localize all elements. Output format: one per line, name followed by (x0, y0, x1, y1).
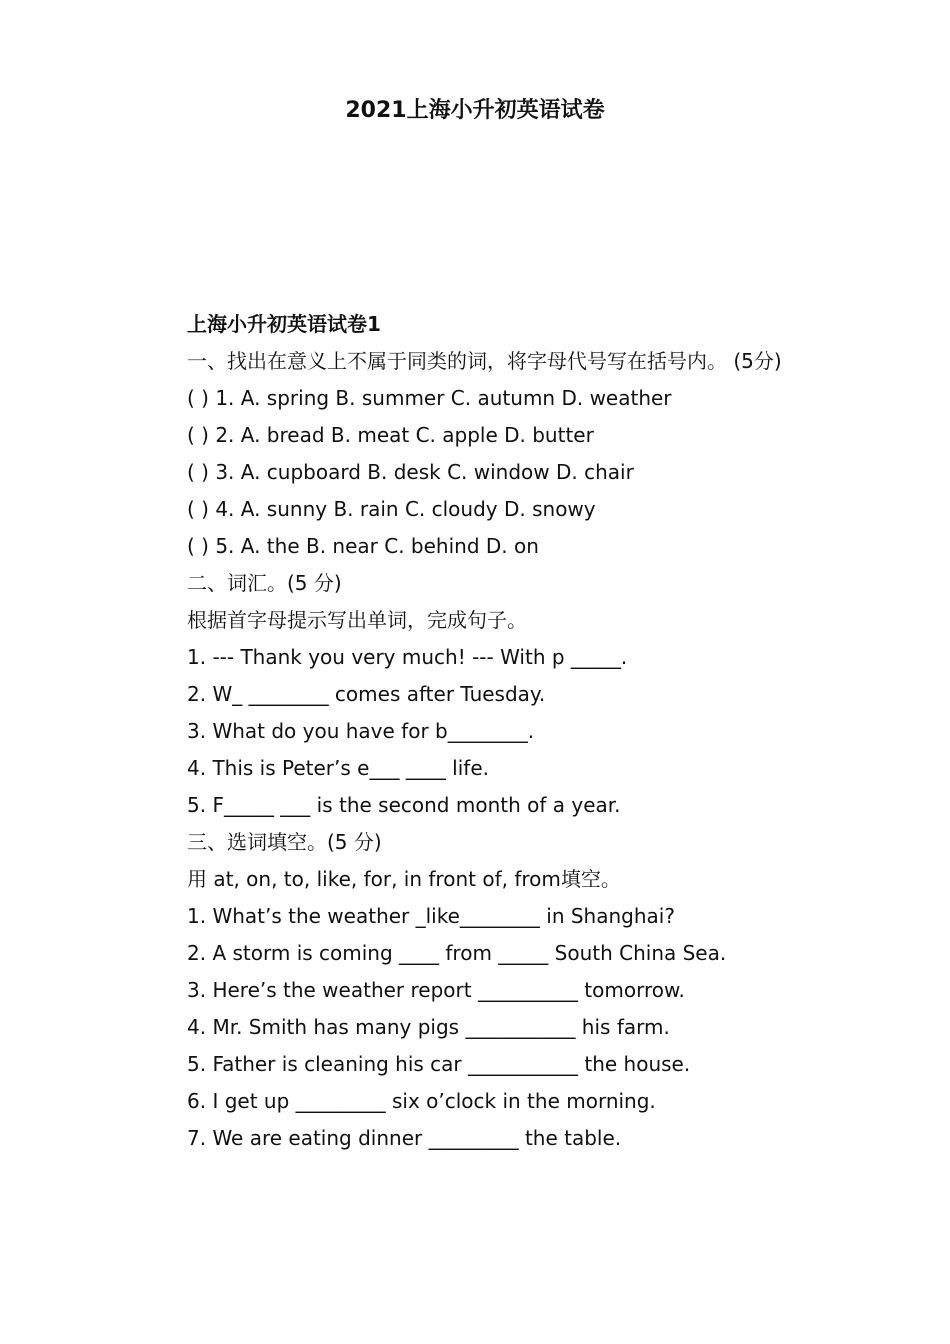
section3-item-3: 3. Here’s the weather report __________ tomorrow. (187, 978, 685, 1002)
section1-item-4: ( ) 4. A. sunny B. rain C. cloudy D. snowy (187, 497, 596, 521)
section2-item-2: 2. W_ ________ comes after Tuesday. (187, 682, 546, 706)
section3-item-6: 6. I get up _________ six o’clock in the morning. (187, 1089, 656, 1113)
section1-heading: 一、找出在意义上不属于同类的词，将字母代号写在括号内。 (5分) (187, 349, 782, 373)
section1-item-3: ( ) 3. A. cupboard B. desk C. window D. chair (187, 460, 634, 484)
section2-item-5: 5. F_____ ___ is the second month of a year. (187, 793, 621, 817)
section2-item-3: 3. What do you have for b________. (187, 719, 535, 743)
document-body (145, 306, 815, 1157)
section3-instruction: 用 at, on, to, like, for, in front of, from填空。 (187, 867, 621, 891)
section1-item-1: ( ) 1. A. spring B. summer C. autumn D. weather (187, 386, 672, 410)
section2-instruction: 根据首字母提示写出单词，完成句子。 (187, 608, 527, 632)
section3-item-2: 2. A storm is coming ____ from _____ South China Sea. (187, 941, 727, 965)
section3-heading: 三、选词填空。(5 分) (187, 830, 382, 854)
section3-item-1: 1. What’s the weather _like________ in Shanghai? (187, 904, 675, 928)
paper-subtitle: 上海小升初英语试卷1 (187, 312, 381, 336)
document-title: 2021上海小升初英语试卷 (345, 98, 605, 123)
section2-heading: 二、词汇。(5 分) (187, 571, 342, 595)
section3-item-5: 5. Father is cleaning his car ___________ the house. (187, 1052, 691, 1076)
section3-item-7: 7. We are eating dinner _________ the table. (187, 1126, 622, 1150)
section2-item-1: 1. --- Thank you very much! --- With p _____. (187, 645, 628, 669)
section3-item-4: 4. Mr. Smith has many pigs ___________ his farm. (187, 1015, 670, 1039)
section1-item-2: ( ) 2. A. bread B. meat C. apple D. butter (187, 423, 594, 447)
section1-item-5: ( ) 5. A. the B. near C. behind D. on (187, 534, 539, 558)
section2-item-4: 4. This is Peter’s e___ ____ life. (187, 756, 489, 780)
